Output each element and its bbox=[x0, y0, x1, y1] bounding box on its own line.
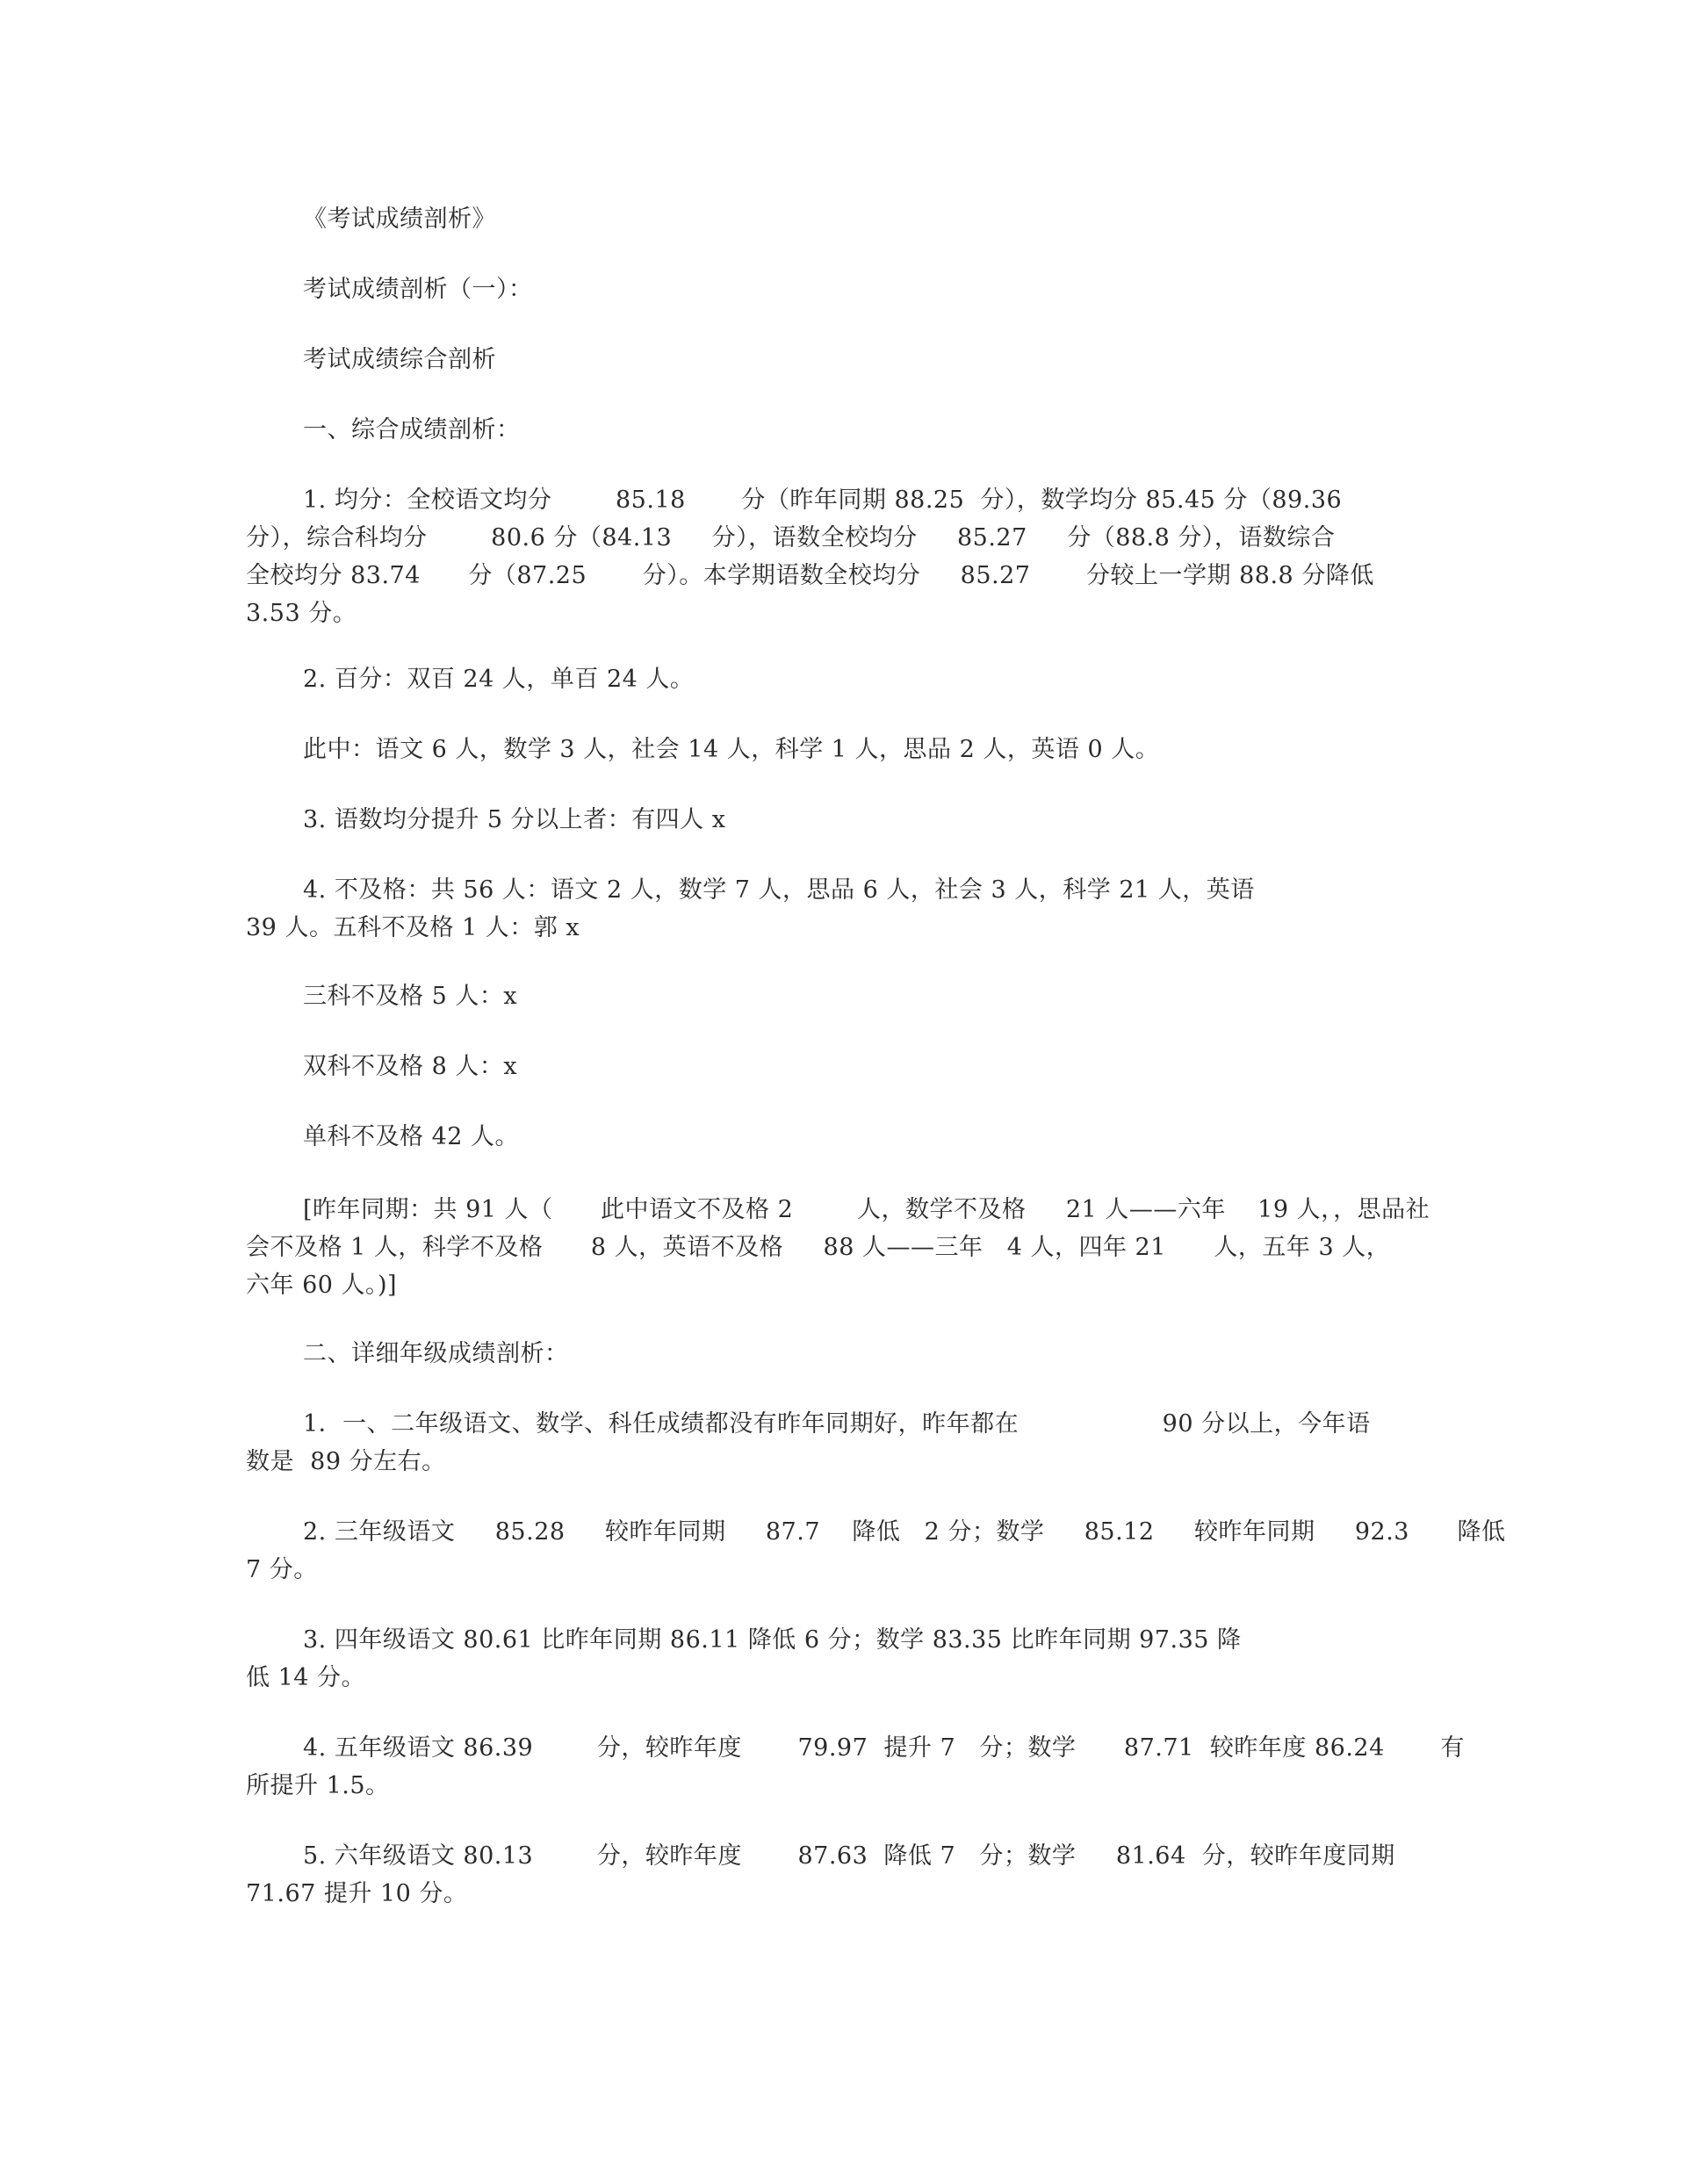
grade-1-line-2: 数是 89 分左右。 bbox=[246, 1448, 446, 1475]
grade-3-line-1: 3. 四年级语文 80.61 比昨年同期 86.11 降低 6 分；数学 83.35 比昨年同期 97.35 降 bbox=[303, 1626, 1242, 1654]
section-overall-heading: 考试成绩综合剖析 bbox=[303, 346, 496, 373]
item-2-detail: 此中：语文 6 人，数学 3 人，社会 14 人，科学 1 人，思品 2 人，英语 0 人。 bbox=[303, 736, 1160, 763]
grade-5-line-1: 5. 六年级语文 80.13 分，较昨年度 87.63 降低 7 分；数学 81.64 分，较昨年度同期 bbox=[303, 1842, 1395, 1870]
fail-one-subject: 单科不及格 42 人。 bbox=[303, 1123, 520, 1150]
item-1-line-2: 分），综合科均分 80.6 分（84.13 分），语数全校均分 85.27 分（88.8 分），语数综合 bbox=[246, 524, 1336, 551]
grade-1-line-1: 1．一、二年级语文、数学、科任成绩都没有昨年同期好，昨年都在 90 分以上，今年语 bbox=[303, 1410, 1371, 1438]
grade-4-line-2: 所提升 1.5。 bbox=[246, 1772, 390, 1799]
grade-3-line-2: 低 14 分。 bbox=[246, 1664, 366, 1691]
part-two-heading: 二、详细年级成绩剖析： bbox=[303, 1340, 569, 1367]
section-one-heading: 考试成绩剖析（一）： bbox=[303, 276, 533, 303]
fail-two-subjects: 双科不及格 8 人：x bbox=[303, 1053, 518, 1080]
item-1-line-4: 3.53 分。 bbox=[246, 600, 357, 627]
last-year-line-2: 会不及格 1 人，科学不及格 8 人，英语不及格 88 人——三年 4 人，四年 21 人，五年 3 人， bbox=[246, 1234, 1391, 1261]
last-year-line-1: [昨年同期：共 91 人（ 此中语文不及格 2 人，数学不及格 21 人——六年 19 人，，思品社 bbox=[303, 1196, 1430, 1223]
item-4-line-2: 39 人。五科不及格 1 人：郭 x bbox=[246, 914, 580, 941]
item-1-line-1: 1. 均分：全校语文均分 85.18 分（昨年同期 88.25 分），数学均分 85.45 分（89.36 bbox=[303, 487, 1343, 514]
grade-2-line-1: 2. 三年级语文 85.28 较昨年同期 87.7 降低 2 分；数学 85.12 较昨年同期 92.3 降低 bbox=[303, 1518, 1506, 1546]
item-1-line-3: 全校均分 83.74 分（87.25 分）。本学期语数全校均分 85.27 分较上一学期 88.8 分降低 bbox=[246, 562, 1374, 589]
part-one-heading: 一、综合成绩剖析： bbox=[303, 416, 521, 443]
last-year-line-3: 六年 60 人。)] bbox=[246, 1272, 398, 1299]
document-title: 《考试成绩剖析》 bbox=[303, 205, 496, 233]
item-4-line-1: 4. 不及格：共 56 人：语文 2 人，数学 7 人，思品 6 人，社会 3 人，科学 21 人，英语 bbox=[303, 876, 1255, 904]
grade-5-line-2: 71.67 提升 10 分。 bbox=[246, 1880, 468, 1907]
item-2: 2. 百分：双百 24 人，单百 24 人。 bbox=[303, 666, 695, 693]
fail-three-subjects: 三科不及格 5 人：x bbox=[303, 983, 518, 1010]
item-3: 3. 语数均分提升 5 分以上者：有四人 x bbox=[303, 806, 726, 833]
grade-4-line-1: 4. 五年级语文 86.39 分，较昨年度 79.97 提升 7 分；数学 87.71 较昨年度 86.24 有 bbox=[303, 1734, 1465, 1762]
grade-2-line-2: 7 分。 bbox=[246, 1556, 318, 1583]
